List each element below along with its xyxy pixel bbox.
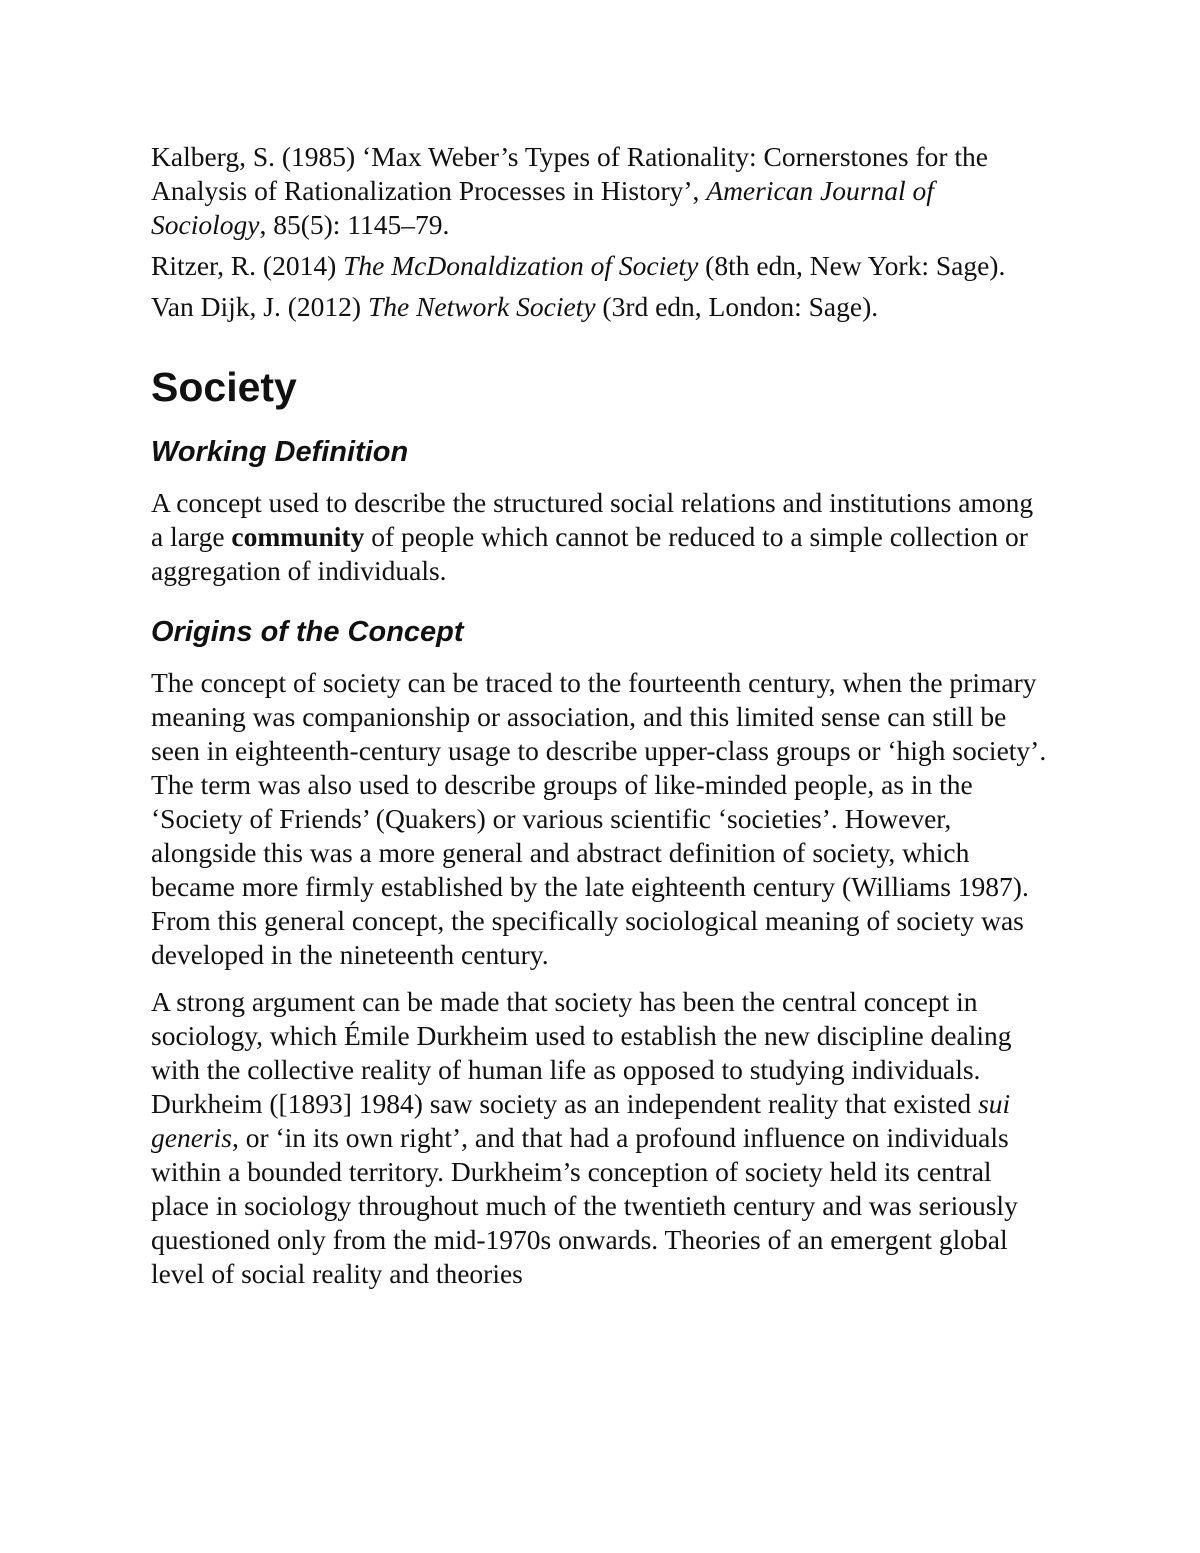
working-definition-heading: Working Definition	[151, 436, 409, 468]
reference-text: Ritzer, R. (2014)	[151, 250, 344, 281]
reference-van-dijk	[151, 290, 1051, 324]
reference-text: , 85(5): 1145–79.	[259, 209, 450, 240]
reference-text: Van Dijk, J. (2012)	[151, 291, 368, 322]
reference-kalberg	[151, 140, 1051, 242]
italic-term: sui generis	[151, 1088, 1011, 1153]
reference-ritzer	[151, 249, 1051, 283]
paragraph-text: , or ‘in its own right’, and that had a profound influence on individuals within a bounded territory. Durkheim’s conception of society held its central place in sociology throughout much of the twentieth century and was seriously questioned only from the mid-1970s onwards. Theories of an emergent global level of social reality and theories	[151, 1122, 1018, 1289]
reference-journal-title: American Journal of Sociology	[151, 175, 934, 240]
document-page	[151, 140, 1051, 1304]
reference-book-title: The Network Society	[367, 291, 596, 322]
reference-text: (8th edn, New York: Sage).	[698, 250, 1006, 281]
origins-paragraph-2	[151, 985, 1051, 1291]
reference-text: (3rd edn, London: Sage).	[595, 291, 879, 322]
paragraph-text: A concept used to describe the structured social relations and institutions among a large	[151, 487, 1034, 552]
paragraph-text: of people which cannot be reduced to a simple collection or aggregation of individuals.	[151, 521, 1028, 586]
origins-heading: Origins of the Concept	[151, 616, 464, 648]
paragraph-text: A strong argument can be made that society has been the central concept in sociology, which Émile Durkheim used to establish the new discipline dealing with the collective reality of human life as opposed to studying individuals. Durkheim ([1893] 1984) saw society as an independent reality that existed	[151, 986, 1012, 1119]
section-title: Society	[151, 364, 297, 410]
reference-book-title: The McDonaldization of Society	[343, 250, 699, 281]
bold-term: community	[231, 521, 365, 552]
origins-paragraph-1: The concept of society can be traced to the fourteenth century, when the primary meaning was companionship or association, and this limited sense can still be seen in eighteenth-century usage to describe upper-class groups or ‘high society’. The term was also used to describe groups of like-minded people, as in the ‘Society of Friends’ (Quakers) or various scientific ‘societies’. However, alongside this was a more general and abstract definition of society, which became more firmly established by the late eighteenth century (Williams 1987). From this general concept, the specifically sociological meaning of society was developed in the nineteenth century.	[151, 667, 1047, 970]
working-definition-paragraph	[151, 486, 1051, 588]
reference-text: Kalberg, S. (1985) ‘Max Weber’s Types of Rationality: Cornerstones for the Analysis of Rationalization Processes in History’,	[151, 141, 989, 206]
